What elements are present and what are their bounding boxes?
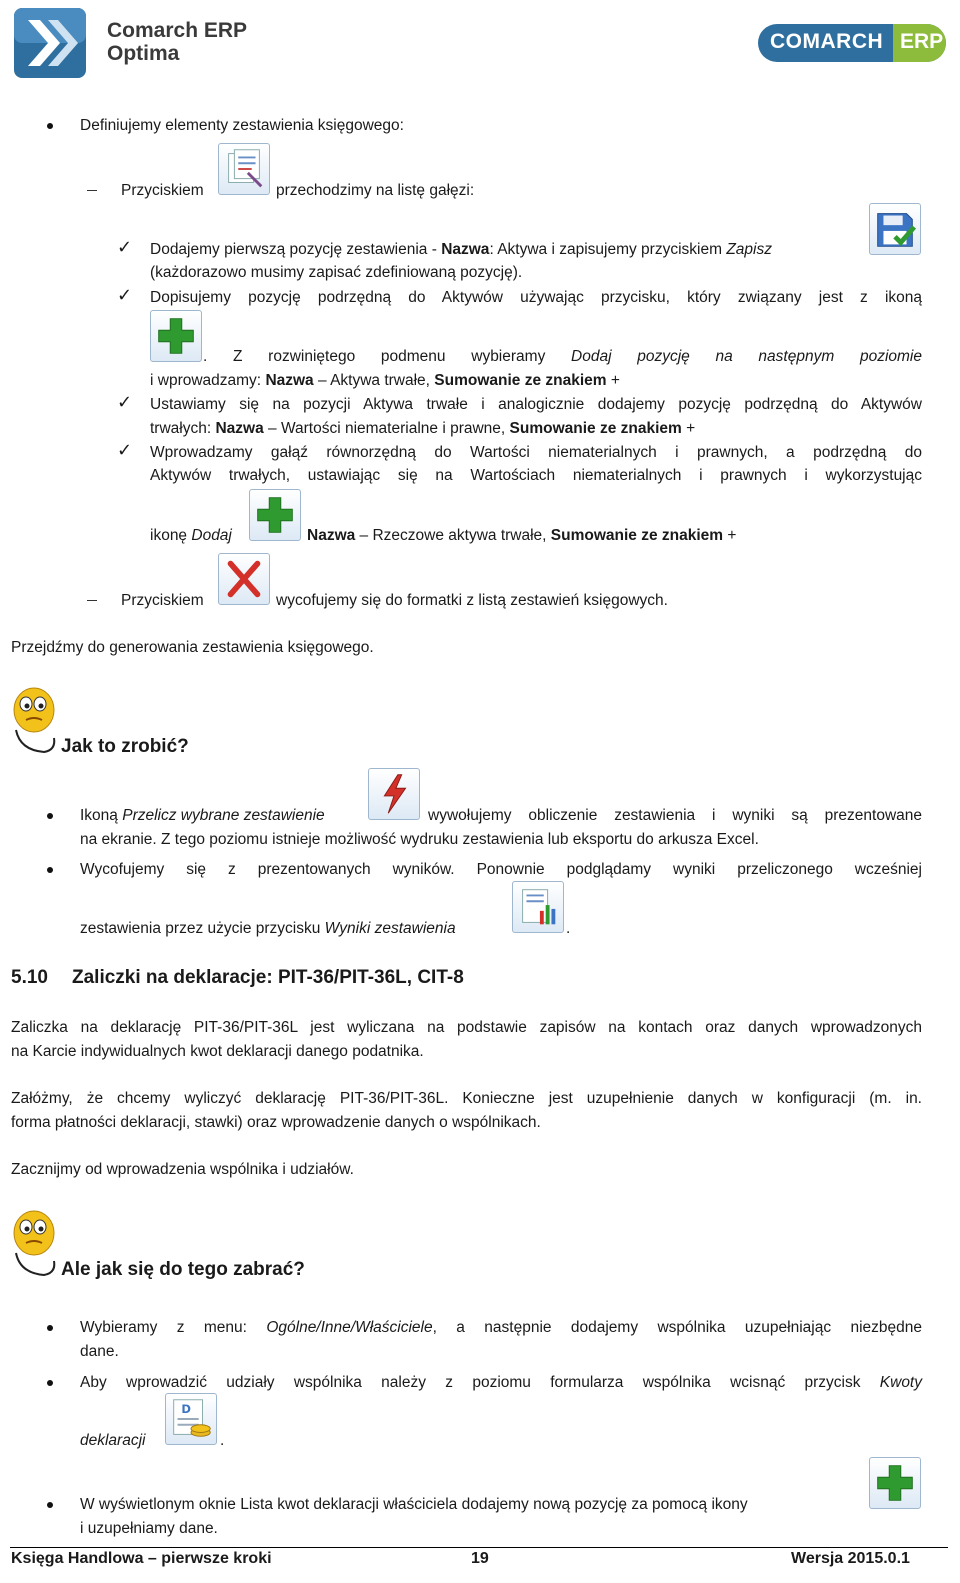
save-button[interactable] <box>869 203 921 255</box>
add-plus-icon <box>151 311 201 361</box>
header <box>0 0 960 85</box>
howto1-b2-line2a: zestawienia przez użycie przycisku Wyniki zestawienia <box>80 920 456 937</box>
dash1-post: przechodzimy na listę gałęzi: <box>276 182 475 199</box>
bullet <box>47 1380 53 1386</box>
bullet <box>47 123 53 129</box>
add-plus-icon <box>870 1458 920 1508</box>
check3-line2: trwałych: Nazwa – Wartości niematerialne i prawne, Sumowanie ze znakiem + <box>150 420 696 437</box>
check-icon: ✓ <box>117 440 133 460</box>
recalculate-button[interactable] <box>368 768 420 820</box>
para-go: Przejdźmy do generowania zestawienia księgowego. <box>11 639 374 656</box>
howto1-b1-line1a: Ikoną Przelicz wybrane zestawienie <box>80 807 325 824</box>
section-number: 5.10 <box>11 967 48 988</box>
check2-line1: Dopisujemy pozycję podrzędną do Aktywów używając przycisku, który związany jest z ikoną <box>150 289 922 306</box>
optima-logo-icon <box>14 8 86 78</box>
dash2-post: wycofujemy się do formatki z listą zestawień księgowych. <box>276 592 668 609</box>
b-udzialy-line2b: . <box>220 1432 225 1449</box>
dash <box>87 600 97 601</box>
howto-heading: Jak to zrobić? <box>61 736 189 757</box>
product-name-line1: Comarch ERP <box>107 19 248 42</box>
para2-line1: Załóżmy, że chcemy wyliczyć deklarację PIT-36/PIT-36L. Konieczne jest uzupełnienie danych w konfiguracji (m. in. <box>11 1090 922 1107</box>
howto1-b2-line2b: . <box>566 920 571 937</box>
declaration-amounts-icon <box>166 1394 216 1444</box>
branch-list-icon <box>219 144 269 194</box>
check4-line2: Aktywów trwałych, ustawiając się na Wartościach niematerialnych i prawnych i wykorzystując <box>150 467 922 484</box>
check3-line1: Ustawiamy się na pozycji Aktywa trwałe i analogicznie dodajemy pozycję podrzędną do Aktywów <box>150 396 922 413</box>
brand-right: ERP <box>900 30 944 53</box>
check2-line3: i wprowadzamy: Nazwa – Aktywa trwałe, Sumowanie ze znakiem + <box>150 372 620 389</box>
dash <box>87 190 97 191</box>
add-button[interactable] <box>869 1457 921 1509</box>
para3: Zacznijmy od wprowadzenia wspólnika i udziałów. <box>11 1161 354 1178</box>
footer-right: Wersja 2015.0.1 <box>791 1550 910 1567</box>
results-button[interactable] <box>512 881 564 933</box>
comarch-erp-logo <box>758 24 946 62</box>
footer-left: Księga Handlowa – pierwsze kroki <box>11 1550 272 1567</box>
add-button[interactable] <box>150 310 202 362</box>
check4-line3b: Nazwa – Rzeczowe aktywa trwałe, Sumowanie ze znakiem + <box>307 527 737 544</box>
thinking-face-icon <box>10 680 60 756</box>
howto1-b1-line1b: wywołujemy obliczenie zestawienia i wyniki są prezentowane <box>428 807 922 824</box>
check-icon: ✓ <box>117 237 133 257</box>
b-udzialy-line1: Aby wprowadzić udziały wspólnika należy z poziomu formularza wspólnika wcisnąć przycisk Kwoty <box>80 1374 922 1391</box>
add-button[interactable] <box>249 489 301 541</box>
product-name-line2: Optima <box>107 42 180 65</box>
check4-line3a: ikonę Dodaj <box>150 527 232 544</box>
howto1-b1-line2: na ekranie. Z tego poziomu istnieje możliwość wydruku zestawienia lub eksportu do arkusza Excel. <box>80 831 759 848</box>
cancel-x-icon <box>219 554 269 604</box>
add-plus-icon <box>250 490 300 540</box>
check2-line2: . Z rozwiniętego podmenu wybieramy Dodaj pozycję na następnym poziomie <box>203 348 922 365</box>
results-chart-icon <box>513 882 563 932</box>
bullet <box>47 813 53 819</box>
para2-line2: forma płatności deklaracji, stawki) oraz wprowadzenie danych o wspólnikach. <box>11 1114 541 1131</box>
para1-line1: Zaliczka na deklarację PIT-36/PIT-36L jest wyliczana na podstawie zapisów na kontach oraz danych wprowadzonych <box>11 1019 922 1036</box>
dash2-pre: Przyciskiem <box>121 592 204 609</box>
recalculate-lightning-icon <box>369 769 419 819</box>
dash1-pre: Przyciskiem <box>121 182 204 199</box>
b-menu-line2: dane. <box>80 1343 119 1360</box>
intro-bullet-text: Definiujemy elementy zestawienia księgowego: <box>80 117 404 134</box>
thinking-face-icon <box>10 1203 60 1279</box>
b-udzialy-line2a: deklaracji <box>80 1432 146 1449</box>
footer-page-number: 19 <box>471 1550 489 1567</box>
howto2-heading: Ale jak się do tego zabrać? <box>61 1259 305 1280</box>
brand-left: COMARCH <box>770 30 884 53</box>
cancel-button[interactable] <box>218 553 270 605</box>
check4-line1: Wprowadzamy gałąź równorzędną do Wartości niematerialnych i prawnych, a podrzędną do <box>150 444 922 461</box>
svg-text:D: D <box>181 1402 191 1417</box>
save-icon <box>870 204 920 254</box>
check-icon: ✓ <box>117 392 133 412</box>
bullet <box>47 1325 53 1331</box>
check1-line1: Dodajemy pierwszą pozycję zestawienia - Nazwa: Aktywa i zapisujemy przyciskiem Zapisz <box>150 241 772 258</box>
section-title: Zaliczki na deklaracje: PIT-36/PIT-36L, CIT-8 <box>72 967 464 988</box>
bullet <box>47 867 53 873</box>
check1-line2: (każdorazowo musimy zapisać zdefiniowaną pozycję). <box>150 264 523 281</box>
howto1-b2-line1: Wycofujemy się z prezentowanych wyników. Ponownie podglądamy wyniki przeliczonego wcześniej <box>80 861 922 878</box>
footer-rule <box>10 1547 948 1548</box>
b-lista-line2: i uzupełniamy dane. <box>80 1520 218 1537</box>
branch-list-button[interactable] <box>218 143 270 195</box>
bullet <box>47 1502 53 1508</box>
b-menu-line1: Wybieramy z menu: Ogólne/Inne/Właściciele, a następnie dodajemy wspólnika uzupełniając niezbędne <box>80 1319 922 1336</box>
b-lista-line1: W wyświetlonym oknie Lista kwot deklaracji właściciela dodajemy nową pozycję za pomocą ikony <box>80 1496 748 1513</box>
check-icon: ✓ <box>117 285 133 305</box>
para1-line2: na Karcie indywidualnych kwot deklaracji danego podatnika. <box>11 1043 424 1060</box>
declaration-amounts-button[interactable] <box>165 1393 217 1445</box>
